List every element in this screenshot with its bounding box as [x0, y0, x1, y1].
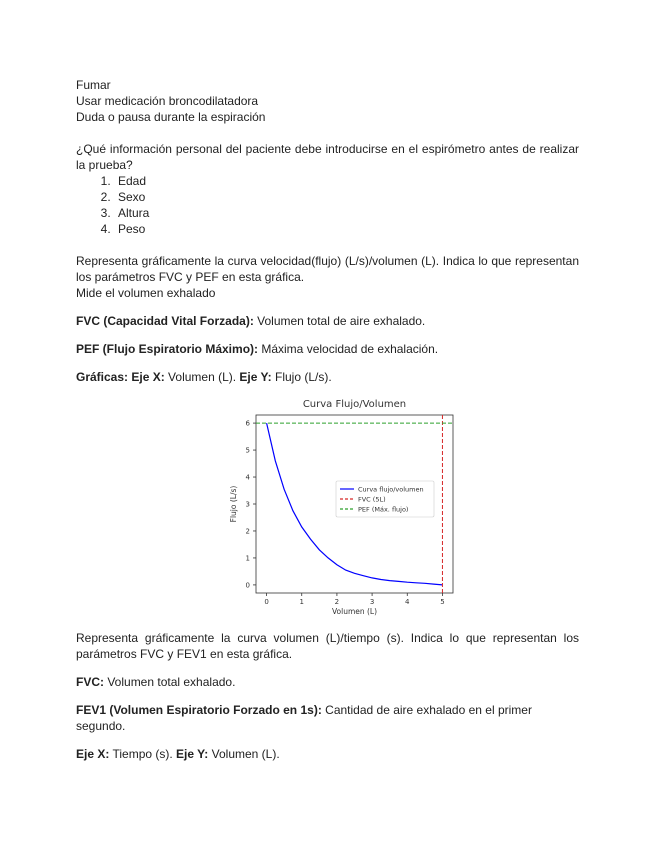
intro-line-1: Fumar: [76, 78, 111, 92]
personal-info-list: [76, 173, 579, 237]
x-axis-label: Volumen (L): [331, 607, 378, 616]
legend-entry: FVC (5L): [358, 495, 386, 504]
document-page: [76, 77, 579, 762]
intro-line-2: Usar medicación broncodilatadora: [76, 94, 259, 108]
y-tick-label: 1: [245, 554, 250, 563]
x-tick-label: 3: [369, 598, 375, 606]
question-volume-time: Representa gráficamente la curva volumen (L)/tiempo (s). Indica lo que representan los parámetros FVC y FEV1 en esta gráfica.: [76, 631, 579, 661]
fvc-definition-1: [76, 313, 579, 329]
answer-exhaled-volume: Mide el volumen exhalado: [76, 286, 216, 300]
fev1-definition: [76, 702, 579, 734]
intro-line-3: Duda o pausa durante la espiración: [76, 110, 266, 124]
axis-y2-text: Volumen (L).: [208, 747, 280, 761]
flow-volume-chart: [76, 397, 579, 622]
fev1-label: FEV1 (Volumen Espiratorio Forzado en 1s):: [76, 703, 322, 717]
axis-x2-text: Tiempo (s).: [109, 747, 177, 761]
question-flow-volume: Representa gráficamente la curva velocidad(flujo) (L/s)/volumen (L). Indica lo que representan los parámetros FVC y PEF en esta gráfica.: [76, 254, 579, 284]
x-tick-label: 0: [264, 598, 269, 606]
y-tick-label: 3: [245, 500, 250, 509]
axis-y2-label: Eje Y:: [176, 747, 209, 761]
chart-title: Curva Flujo/Volumen: [302, 399, 407, 410]
graficas-x-text: Volumen (L).: [164, 370, 240, 384]
y-tick-label: 0: [245, 581, 250, 590]
legend-entry: PEF (Máx. flujo): [358, 505, 409, 514]
graficas-label: Gráficas: Eje X:: [76, 370, 165, 384]
x-tick-label: 2: [334, 598, 340, 606]
pef-label: PEF (Flujo Espiratorio Máximo):: [76, 342, 259, 356]
list-item: 3. Altura: [114, 205, 579, 221]
pef-text: Máxima velocidad de exhalación.: [258, 342, 439, 356]
fvc2-text: Volumen total exhalado.: [104, 675, 236, 689]
graficas-y-text: Flujo (L/s).: [271, 370, 332, 384]
axes-definition-2: [76, 746, 579, 762]
y-tick-label: 5: [245, 446, 250, 455]
y-tick-label: 2: [245, 527, 250, 536]
y-tick-label: 4: [245, 473, 250, 482]
fev1-text: Cantidad de aire exhalado en el primer segundo.: [76, 703, 532, 733]
fvc2-label: FVC:: [76, 675, 104, 689]
pef-definition: [76, 341, 579, 357]
fvc-label: FVC (Capacidad Vital Forzada):: [76, 314, 254, 328]
y-tick-label: 6: [245, 419, 250, 428]
legend-entry: Curva flujo/volumen: [358, 485, 424, 494]
axis-x2-label: Eje X:: [76, 747, 110, 761]
list-item: 2. Sexo: [114, 189, 579, 205]
fvc-definition-2: [76, 674, 579, 690]
fvc-text: Volumen total de aire exhalado.: [253, 314, 426, 328]
x-tick-label: 4: [405, 598, 410, 606]
x-tick-label: 5: [440, 598, 445, 606]
list-item: 1. Edad: [114, 173, 579, 189]
chart-svg: [228, 397, 460, 622]
graficas-axes: [76, 369, 579, 385]
x-tick-label: 1: [299, 598, 304, 606]
list-item: 4. Peso: [114, 221, 579, 237]
axis-y-label: Eje Y:: [239, 370, 272, 384]
question-personal-info: ¿Qué información personal del paciente debe introducirse en el espirómetro antes de realizar la prueba?: [76, 142, 579, 172]
y-axis-label: Flujo (L/s): [229, 485, 238, 523]
